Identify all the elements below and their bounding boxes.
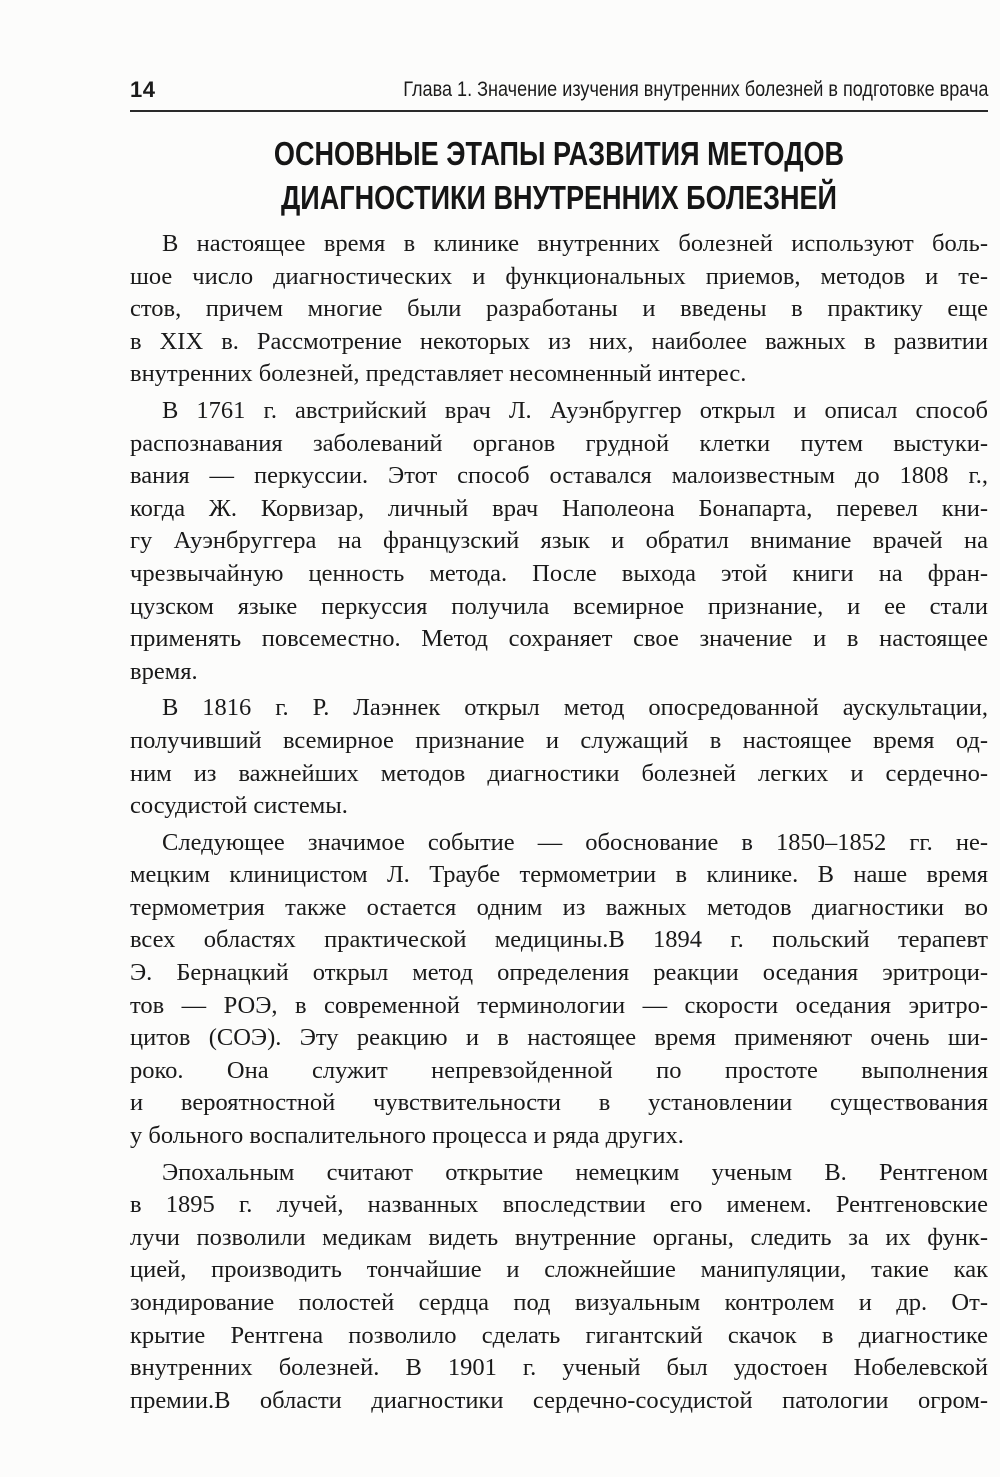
paragraph-line: распознавания заболеваний органов грудной клетки путем выстуки- <box>130 429 988 457</box>
paragraph <box>130 1157 988 1418</box>
paragraph-line: В 1761 г. австрийский врач Л. Ауэнбруггер открыл и описал способ <box>162 396 988 424</box>
paragraph-line: время. <box>130 657 198 685</box>
paragraph <box>130 395 988 688</box>
paragraph-line: цузском языке перкуссия получила всемирное признание, и ее стали <box>130 592 988 620</box>
paragraph-line: Эпохальным считают открытие немецким ученым В. Рентгеном <box>162 1158 988 1186</box>
paragraph-line: шое число диагностических и функциональных приемов, методов и те- <box>130 262 988 290</box>
paragraph-line: лучи позволили медикам видеть внутренние органы, следить за их функ- <box>130 1223 988 1251</box>
paragraph-line: тов — РОЭ, в современной терминологии — скорости оседания эритро- <box>130 991 988 1019</box>
body-text <box>130 228 988 1421</box>
paragraph-line: В настоящее время в клинике внутренних болезней используют боль- <box>162 230 988 257</box>
paragraph-line: чрезвычайную ценность метода. После выхода этой книги на фран- <box>130 559 988 587</box>
paragraph-line: роко. Она служит непревзойденной по простоте выполнения <box>130 1056 988 1084</box>
paragraph <box>130 827 988 1153</box>
paragraph-line: внутренних болезней, представляет несомненный интерес. <box>130 360 747 388</box>
paragraph-line: мецким клиницистом Л. Траубе термометрии в клинике. В наше время <box>130 861 988 889</box>
paragraph-line: применять повсеместно. Метод сохраняет свое значение и в настоящее <box>130 625 988 653</box>
section-title <box>130 132 988 220</box>
paragraph-line: Э. Бернацкий открыл метод определения реакции оседания эритроци- <box>130 959 988 987</box>
paragraph-line: и вероятностной чувствительности в установлении существования <box>130 1089 988 1117</box>
page-header <box>130 74 988 110</box>
page-number: 14 <box>130 77 156 102</box>
paragraph-line: получивший всемирное признание и служащий в настоящее время од- <box>130 726 988 754</box>
paragraph-line: зондирование полостей сердца под визуальным контролем и др. От- <box>130 1289 988 1316</box>
header-rule <box>130 110 988 112</box>
paragraph-line: у больного воспалительного процесса и ряда других. <box>130 1122 684 1150</box>
paragraph-line: в XIX в. Рассмотрение некоторых из них, наиболее важных в развитии <box>130 327 988 355</box>
paragraph-line: крытие Рентгена позволило сделать гигантский скачок в диагностике <box>130 1321 988 1349</box>
paragraph <box>130 228 988 391</box>
paragraph-line: внутренних болезней. В 1901 г. ученый был удостоен Нобелевской <box>130 1354 988 1382</box>
paragraph-line: всех областях практической медицины.В 1894 г. польский терапевт <box>130 926 988 954</box>
paragraph-line: ним из важнейших методов диагностики болезней легких и сердечно- <box>130 759 988 787</box>
section-title-line-2: ДИАГНОСТИКИ ВНУТРЕННИХ БОЛЕЗНЕЙ <box>280 179 838 216</box>
paragraph-line: когда Ж. Корвизар, личный врач Наполеона Бонапарта, перевел кни- <box>130 494 988 522</box>
section-title-line-1: ОСНОВНЫЕ ЭТАПЫ РАЗВИТИЯ МЕТОДОВ <box>273 135 845 172</box>
paragraph-line: В 1816 г. Р. Лаэннек открыл метод опосредованной аускультации, <box>162 694 988 722</box>
paragraph-line: премии.В области диагностики сердечно-сосудистой патологии огром- <box>130 1386 988 1414</box>
paragraph-line: в 1895 г. лучей, названных впоследствии его именем. Рентгеновские <box>130 1191 988 1219</box>
paragraph-line: Следующее значимое событие — обоснование в 1850–1852 гг. не- <box>162 828 988 856</box>
paragraph-line: стов, причем многие были разработаны и введены в практику еще <box>130 295 988 323</box>
paragraph <box>130 692 988 822</box>
paragraph-line: термометрия также остается одним из важных методов диагностики во <box>130 893 988 921</box>
paragraph-line: вания — перкуссии. Этот способ оставался малоизвестным до 1808 г., <box>130 462 988 490</box>
paragraph-line: цией, производить тончайшие и сложнейшие манипуляции, такие как <box>130 1256 988 1284</box>
running-title: Глава 1. Значение изучения внутренних болезней в подготовке врача <box>402 78 988 101</box>
paragraph-line: цитов (СОЭ). Эту реакцию и в настоящее время применяют очень ши- <box>130 1024 988 1052</box>
paragraph-line: гу Ауэнбруггера на французский язык и обратил внимание врачей на <box>130 527 988 555</box>
paragraph-line: сосудистой системы. <box>130 792 348 820</box>
